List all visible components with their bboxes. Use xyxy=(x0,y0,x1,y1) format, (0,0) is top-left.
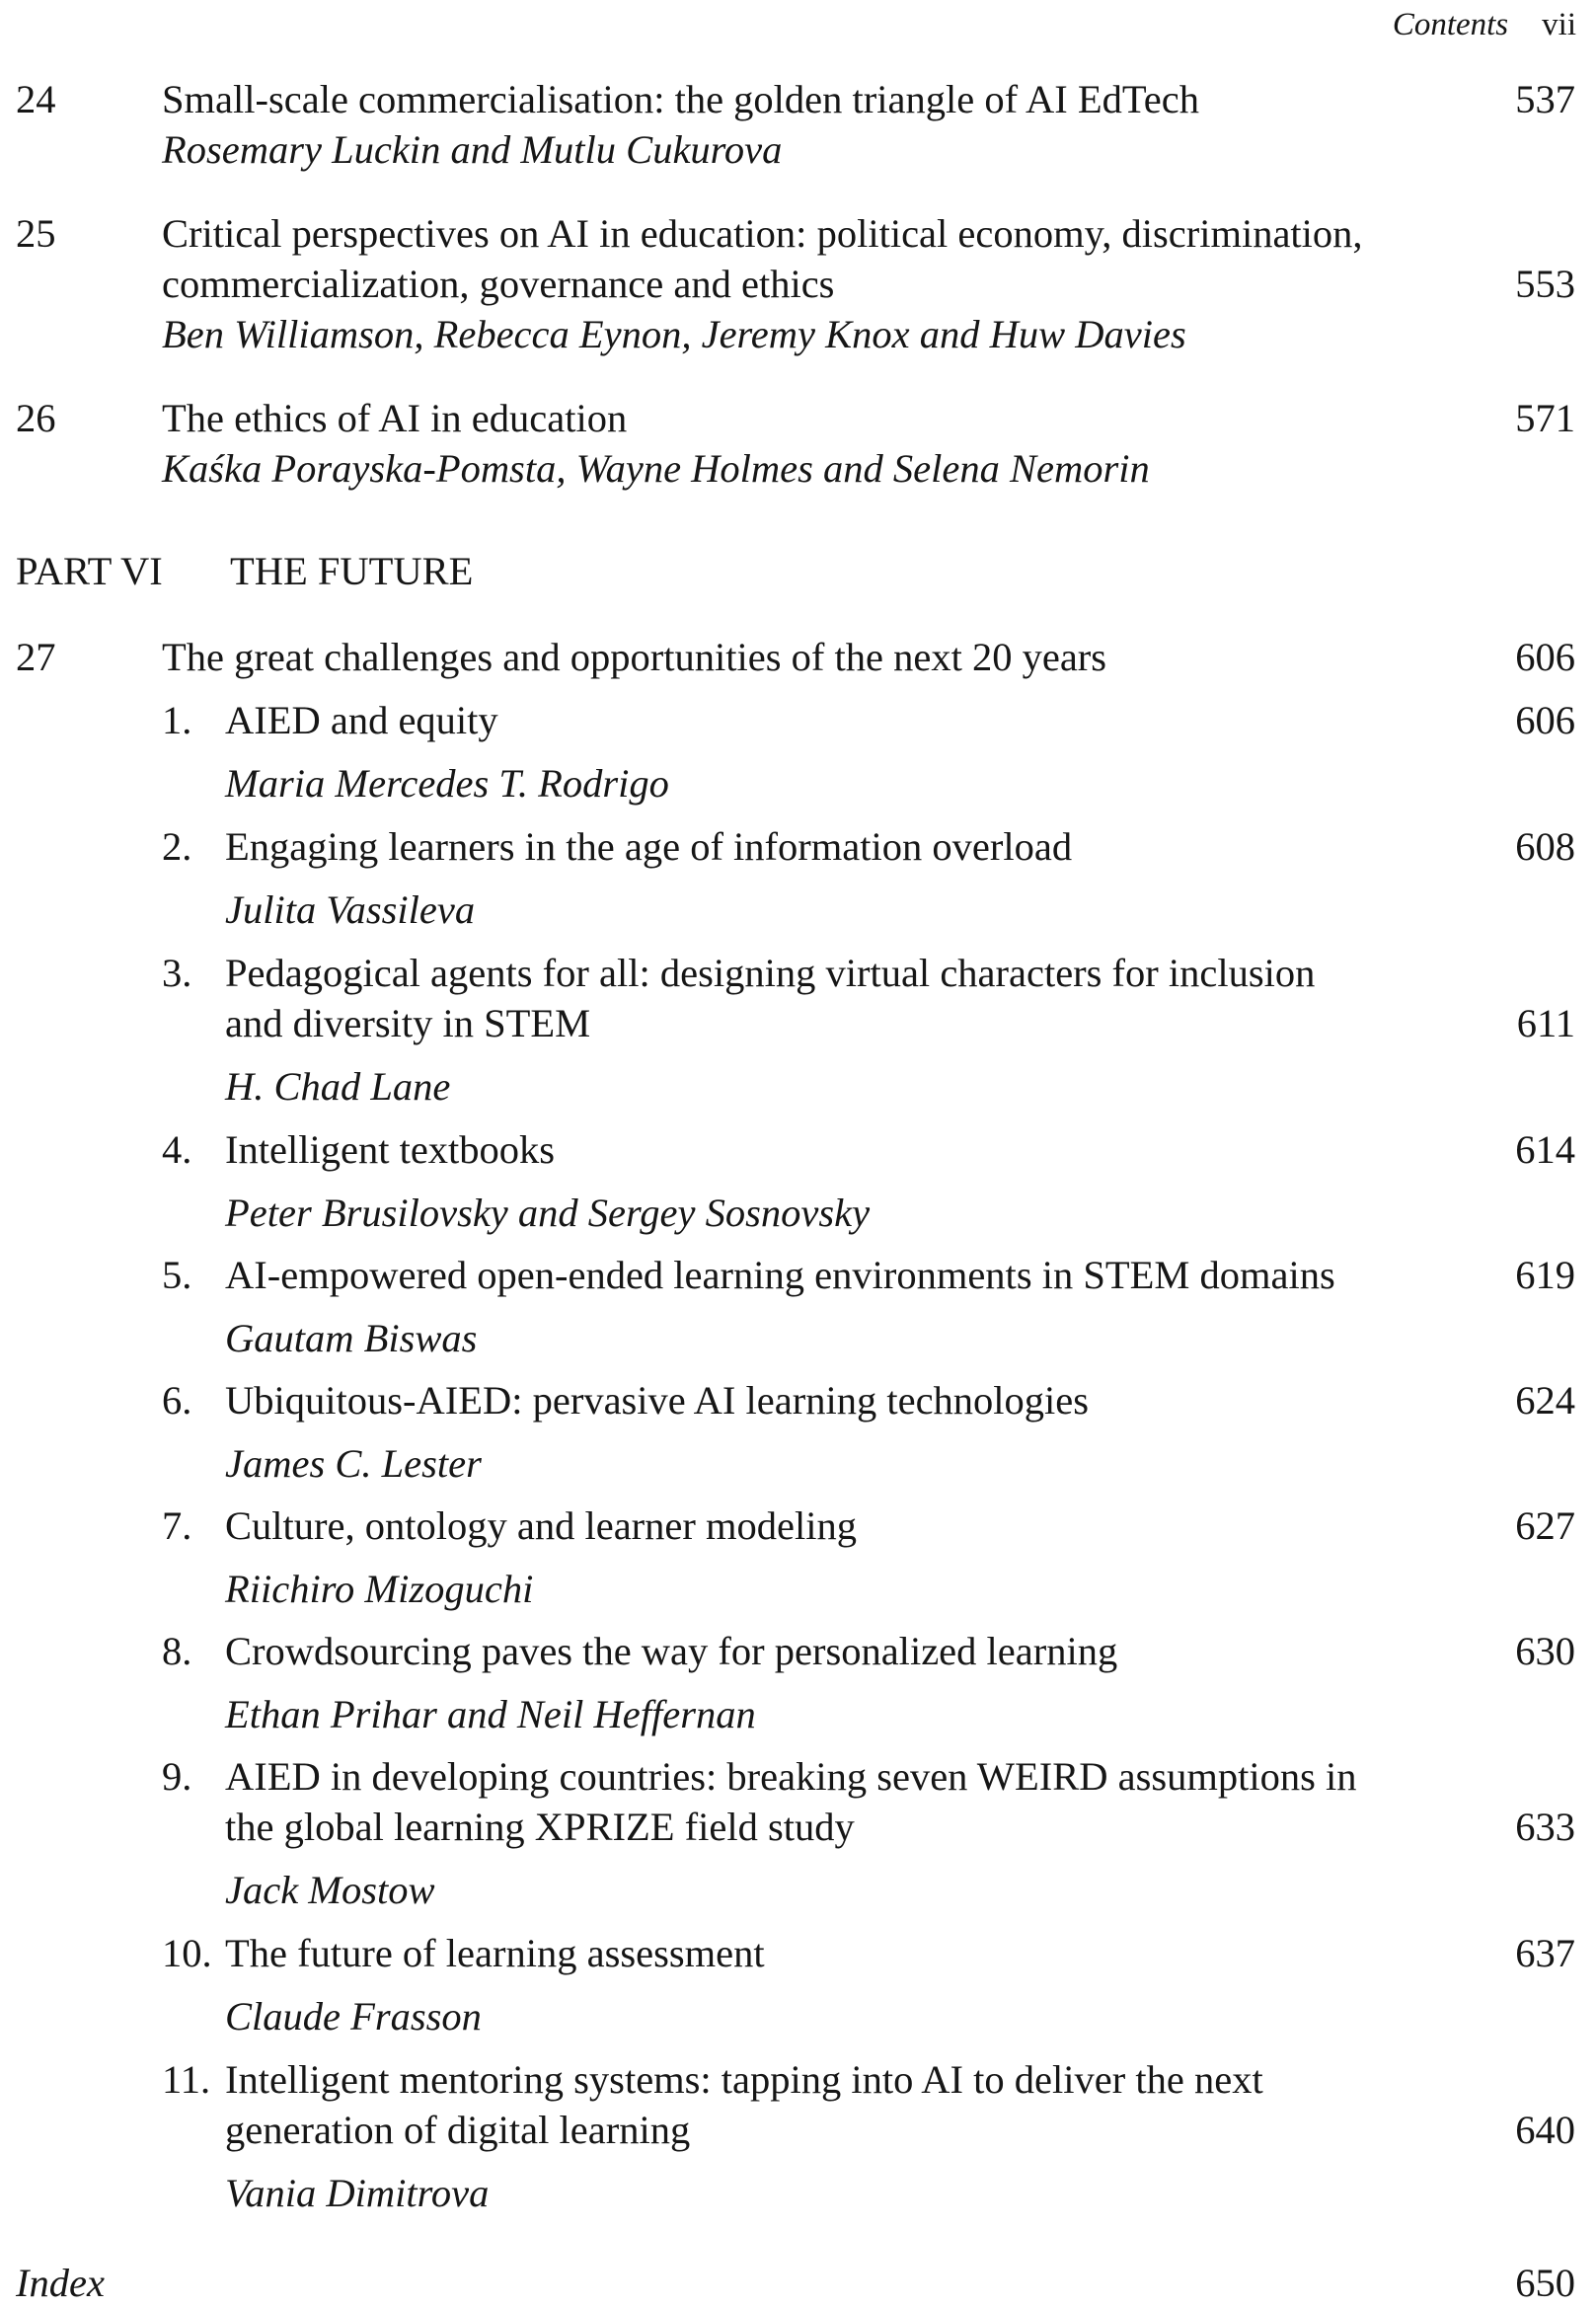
chapter-page: 537 xyxy=(1515,77,1575,121)
section-title-line-1[interactable]: Intelligent mentoring systems: tapping into AI to deliver the next xyxy=(225,2057,1263,2102)
section-page: 611 xyxy=(1516,1001,1575,1045)
section-author: Claude Frasson xyxy=(225,1994,482,2039)
chapter-authors: Kaśka Porayska-Pomsta, Wayne Holmes and Selena Nemorin xyxy=(162,446,1150,491)
chapter-number: 27 xyxy=(16,635,56,679)
chapter-title[interactable]: The ethics of AI in education xyxy=(162,396,628,440)
section-number: 4. xyxy=(162,1127,192,1172)
section-page: 614 xyxy=(1515,1127,1575,1172)
part-label: PART VI xyxy=(16,549,163,593)
chapter-page: 571 xyxy=(1515,396,1575,440)
section-title-line-2[interactable]: generation of digital learning xyxy=(225,2108,691,2152)
section-number: 11. xyxy=(162,2057,211,2102)
section-title[interactable]: Intelligent textbooks xyxy=(225,1127,556,1172)
section-page: 619 xyxy=(1515,1253,1575,1297)
section-page: 624 xyxy=(1515,1378,1575,1423)
section-title[interactable]: Ubiquitous-AIED: pervasive AI learning technologies xyxy=(225,1378,1090,1423)
section-page: 637 xyxy=(1515,1931,1575,1975)
section-author: James C. Lester xyxy=(225,1441,482,1486)
section-title[interactable]: Crowdsourcing paves the way for personalized learning xyxy=(225,1629,1118,1673)
section-page: 608 xyxy=(1515,824,1575,869)
running-head xyxy=(1393,0,1576,49)
section-title[interactable]: The future of learning assessment xyxy=(225,1931,765,1975)
chapter-number: 24 xyxy=(16,77,56,121)
section-title-line-2[interactable]: the global learning XPRIZE field study xyxy=(225,1805,855,1849)
section-title[interactable]: Engaging learners in the age of information overload xyxy=(225,824,1073,869)
section-page: 627 xyxy=(1515,1503,1575,1548)
chapter-title[interactable]: The great challenges and opportunities of the next 20 years xyxy=(162,635,1107,679)
section-number: 2. xyxy=(162,824,192,869)
section-author: Ethan Prihar and Neil Heffernan xyxy=(225,1692,756,1736)
chapter-title-line-1[interactable]: Critical perspectives on AI in education: political economy, discrimination, xyxy=(162,211,1363,256)
section-number: 7. xyxy=(162,1503,192,1548)
chapter-page: 553 xyxy=(1515,262,1575,306)
section-author: Vania Dimitrova xyxy=(225,2171,490,2215)
section-title[interactable]: AIED and equity xyxy=(225,698,498,742)
chapter-number: 25 xyxy=(16,211,56,256)
section-page: 606 xyxy=(1515,698,1575,742)
section-number: 1. xyxy=(162,698,192,742)
chapter-title-line-2[interactable]: commercialization, governance and ethics xyxy=(162,262,835,306)
section-author: Gautam Biswas xyxy=(225,1316,478,1360)
chapter-authors: Ben Williamson, Rebecca Eynon, Jeremy Knox and Huw Davies xyxy=(162,312,1186,356)
section-number: 5. xyxy=(162,1253,192,1297)
running-head-page: vii xyxy=(1542,7,1576,42)
chapter-title[interactable]: Small-scale commercialisation: the golden triangle of AI EdTech xyxy=(162,77,1199,121)
section-title-line-1[interactable]: Pedagogical agents for all: designing virtual characters for inclusion xyxy=(225,951,1316,995)
section-title[interactable]: Culture, ontology and learner modeling xyxy=(225,1503,857,1548)
section-page: 630 xyxy=(1515,1629,1575,1673)
section-page: 640 xyxy=(1515,2108,1575,2152)
section-title[interactable]: AI-empowered open-ended learning environments in STEM domains xyxy=(225,1253,1335,1297)
section-page: 633 xyxy=(1515,1805,1575,1849)
section-author: Julita Vassileva xyxy=(225,887,476,932)
chapter-number: 26 xyxy=(16,396,56,440)
section-number: 6. xyxy=(162,1378,192,1423)
section-author: Maria Mercedes T. Rodrigo xyxy=(225,761,669,806)
section-number: 9. xyxy=(162,1754,192,1799)
section-number: 10. xyxy=(162,1931,212,1975)
section-title-line-1[interactable]: AIED in developing countries: breaking seven WEIRD assumptions in xyxy=(225,1754,1357,1799)
section-author: Jack Mostow xyxy=(225,1868,435,1912)
section-title-line-2[interactable]: and diversity in STEM xyxy=(225,1001,591,1045)
section-author: Riichiro Mizoguchi xyxy=(225,1567,534,1611)
chapter-page: 606 xyxy=(1515,635,1575,679)
part-title: THE FUTURE xyxy=(230,549,474,593)
section-number: 8. xyxy=(162,1629,192,1673)
index-label[interactable]: Index xyxy=(16,2261,105,2305)
section-author: Peter Brusilovsky and Sergey Sosnovsky xyxy=(225,1191,871,1235)
running-head-title: Contents xyxy=(1392,7,1509,42)
section-number: 3. xyxy=(162,951,192,995)
index-page: 650 xyxy=(1515,2261,1575,2305)
section-author: H. Chad Lane xyxy=(225,1064,451,1109)
chapter-authors: Rosemary Luckin and Mutlu Cukurova xyxy=(162,127,783,172)
